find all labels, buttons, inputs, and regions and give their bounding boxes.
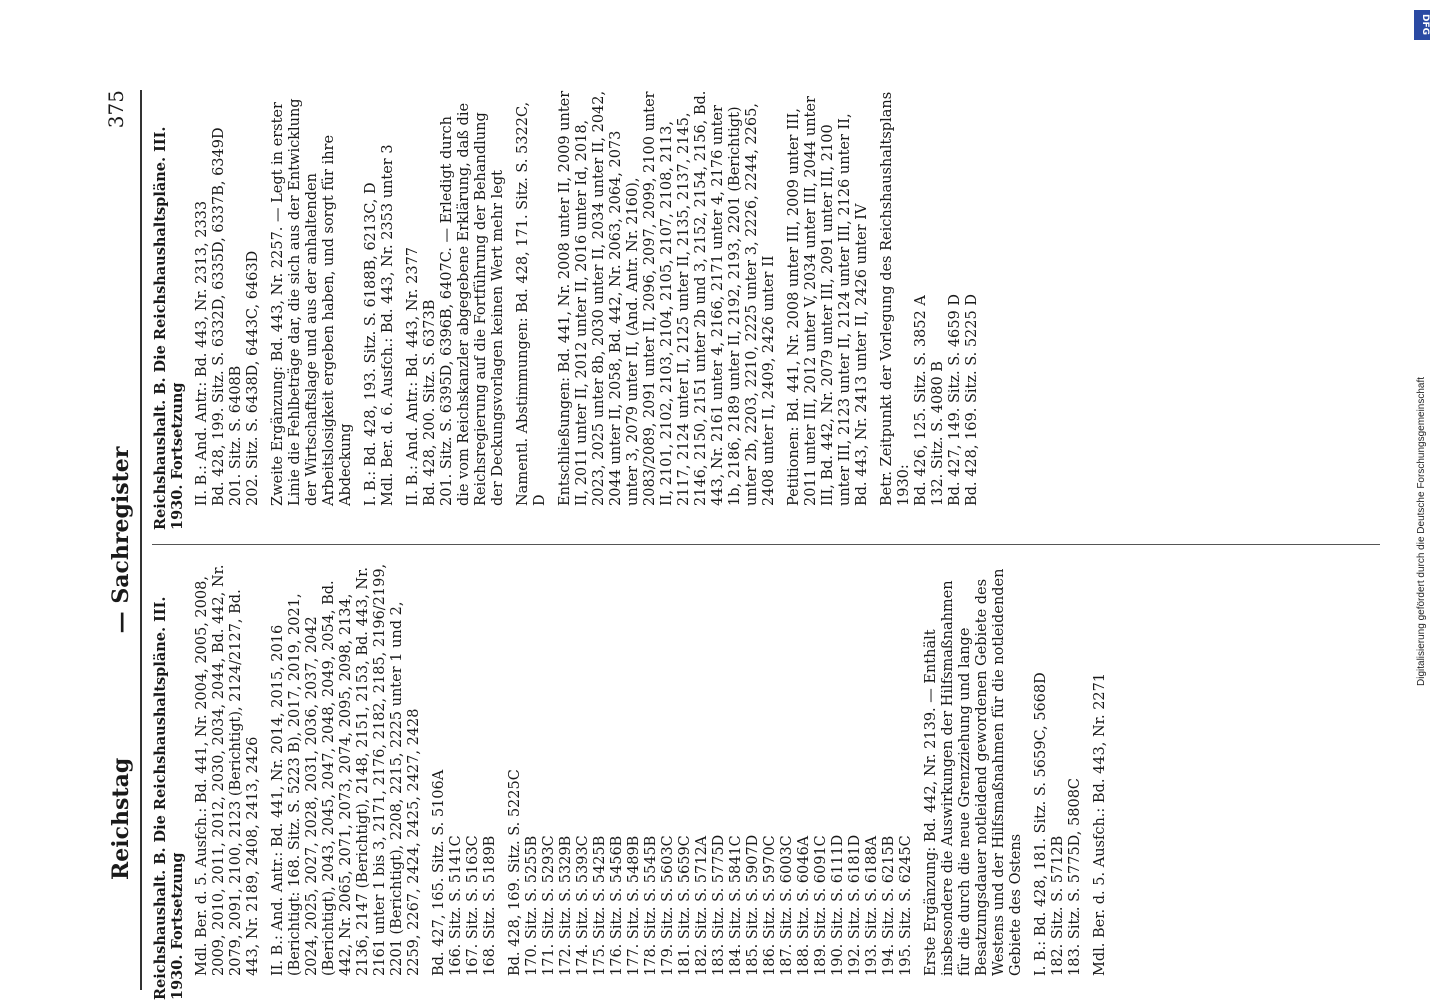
index-entry: Namentl. Abstimmungen: Bd. 428, 171. Sitz. S. 5322C, D bbox=[515, 101, 548, 506]
index-entry: Bd. 427, 165. Sitz. S. 5106A 166. Sitz. S. 5141C 167. Sitz. S. 5163C 168. Sitz. S. 5189B bbox=[431, 769, 498, 976]
column-divider bbox=[152, 544, 1380, 545]
index-entry: Zweite Ergänzung: Bd. 443, Nr. 2257. — Legt in erster Linie die Fehlbeträge dar, die sich aus der Entwicklung der Wirtschaftslage und aus der anhaltenden Arbeitslosigkeit ergeben haben, und sorgt für ihre Abdeckung bbox=[270, 98, 354, 506]
index-entry: I. B.: Bd. 428, 193. Sitz. S. 6188B, 6213C, D Mdl. Ber. d. 6. Ausfch.: Bd. 443, Nr. 2353 unter 3 bbox=[363, 144, 396, 506]
index-entry: Erste Ergänzung: Bd. 442, Nr. 2139. — Enthält insbesondere die Auswirkungen der Hilfsmaßnahmen für die durch die neue Grenzziehung und lange Besatzungsdauer notleidend gewordenen Gebiete des Westens und der Hilfsmaßnahmen für die notleidenden Gebiete des Ostens bbox=[923, 568, 1024, 976]
running-head-dash: — bbox=[108, 611, 134, 634]
index-entry: Betr. Zeitpunkt der Vorlegung des Reichshaushaltsplans 1930: Bd. 426, 125. Sitz. S. 3852 A 132. Sitz. S. 4080 B Bd. 427, 149. Sitz. S. 4659 D Bd. 428, 169. Sitz. S. 5225 D bbox=[879, 91, 980, 506]
index-entry: Mdl. Ber. d. 5. Ausfch.: Bd. 441, Nr. 2004, 2005, 2008, 2009, 2010, 2011, 2012, 2030, 2034, 2044, Bd. 442, Nr. 2079, 2091, 2100, 2123 (Berichtigt), 2124/2127, Bd. 443, Nr. 2189, 2408, 2413, 2426 bbox=[194, 564, 261, 976]
section-heading: Reichshaushalt. B. Die Reichshaushaltspläne. III. 1930. Fortsetzung bbox=[152, 126, 186, 530]
running-head-center bbox=[108, 80, 134, 1000]
rotated-page bbox=[60, 80, 1400, 1000]
index-entry: II. B.: And. Antr.: Bd. 443, Nr. 2377 Bd. 428, 200. Sitz. S. 6373B 201. Sitz. S. 6395D, 6396B, 6407C. — Erledigt durch die vom Reichskanzler abgegebene Erklärung, daß die Reichsregierung auf die Fortführung der Behandlung der Deckungsvorlagen keinen Wert mehr legt bbox=[405, 102, 506, 506]
index-entry: Entschließungen: Bd. 441, Nr. 2008 unter II, 2009 unter II, 2011 unter II, 2012 unter II, 2016 unter Id, 2018, 2023, 2025 unter 8b, 2030 unter II, 2034 unter II, 2042, 2044 unter II, 2058, Bd. 442, Nr. 2063, 2064, 2073 unter 3, 2079 unter II, (And. Antr. Nr. 2160), 2083/2089, 2091 unter II, 2096, 2097, 2099, 2100 unter II, 2101, 2102, 2103, 2104, 2105, 2107, 2108, 2113, 2117, 2124 unter II, 2125 unter II, 2135, 2137, 2145, 2146, 2150, 2151 unter 2b und 3, 2152, 2154, 2156, Bd. 443, Nr. 2161 unter 4, 2166, 2171 unter 4, 2176 unter 1b, 2186, 2189 unter II, 2192, 2193, 2201 (Berichtigt) unter 2b, 2203, 2210, 2225 unter 3, 2226, 2244, 2265, 2408 unter II, 2409, 2426 unter II bbox=[557, 90, 777, 506]
left-column bbox=[152, 560, 1117, 1000]
dfg-logo: DFG bbox=[1414, 10, 1430, 40]
index-entry: Petitionen: Bd. 441, Nr. 2008 unter III, 2009 unter III, 2011 unter III, 2012 unter V, 2034 unter III, 2044 unter III, Bd. 442, Nr. 2079 unter III, 2091 unter III, 2100 unter III, 2123 unter II, 2124 unter III, 2126 unter II, Bd. 443, Nr. 2413 unter II, 2426 unter IV bbox=[786, 96, 870, 506]
page-number: 375 bbox=[104, 90, 128, 129]
running-head-title: Sachregister bbox=[108, 446, 134, 604]
index-entry: Mdl. Ber. d. 5. Ausfch.: Bd. 443, Nr. 2271 bbox=[1092, 672, 1108, 976]
index-entry: II. B.: And. Antr.: Bd. 441, Nr. 2014, 2015, 2016 (Berichtigt: 168. Sitz. S. 5223 B), 2017, 2019, 2021, 2024, 2025, 2027, 2028, 2031, 2036, 2037, 2042 (Berichtigt), 2043, 2045, 2047, 2048, 2049, 2054, Bd. 442, Nr. 2065, 2071, 2073, 2074, 2095, 2098, 2134, 2136, 2147 (Berichtigt), 2148, 2151, 2153, Bd. 443, Nr. 2161 unter 1 bis 3, 2171, 2176, 2182, 2185, 2196/2199, 2201 (Berichtigt), 2208, 2215, 2225 unter 1 und 2, 2259, 2267, 2424, 2425, 2427, 2428 bbox=[270, 563, 422, 976]
index-entry: II. B.: And. Antr.: Bd. 443, Nr. 2313, 2333 Bd. 428, 199. Sitz. S. 6332D, 6335D, 6337B, 6349D 201. Sitz. S. 6408B 202. Sitz. S. 6438D, 6443C, 6463D bbox=[194, 127, 261, 506]
index-entry: Bd. 428, 169. Sitz. S. 5225C 170. Sitz. S. 5255B 171. Sitz. S. 5293C 172. Sitz. S. 5329B 174. Sitz. S. 5393C 175. Sitz. S. 5425B 176. Sitz. S. 5456B 177. Sitz. S. 5489B 178. Sitz. S. 5545B 179. Sitz. S. 5603C 181. Sitz. S. 5659C 182. Sitz. S. 5712A 183. Sitz. S. 5775D 184. Sitz. S. 5841C 185. Sitz. S. 5907D 186. Sitz. S. 5970C 187. Sitz. S. 6003C 188. Sitz. S. 6046A 189. Sitz. S. 6091C 190. Sitz. S. 6111D 192. Sitz. S. 6181D 193. Sitz. S. 6188A 194. Sitz. S. 6215B 195. Sitz. S. 6245C bbox=[507, 769, 914, 976]
index-entry: I. B.: Bd. 428, 181. Sitz. S. 5659C, 5668D 182. Sitz. S. 5712B 183. Sitz. S. 5775D, 5808C bbox=[1033, 672, 1083, 976]
section-heading: Reichshaushalt. B. Die Reichshaushaltspläne. III. 1930. Fortsetzung bbox=[152, 596, 186, 1000]
header-rule bbox=[140, 90, 142, 990]
running-header bbox=[100, 80, 140, 1000]
right-column bbox=[152, 90, 989, 530]
dfg-side-note bbox=[1412, 6, 1434, 996]
dfg-credit-text: Digitalisierung gefördert durch die Deutsche Forschungsgemeinschaft bbox=[1416, 376, 1427, 686]
running-head-left: Reichstag bbox=[108, 757, 134, 880]
